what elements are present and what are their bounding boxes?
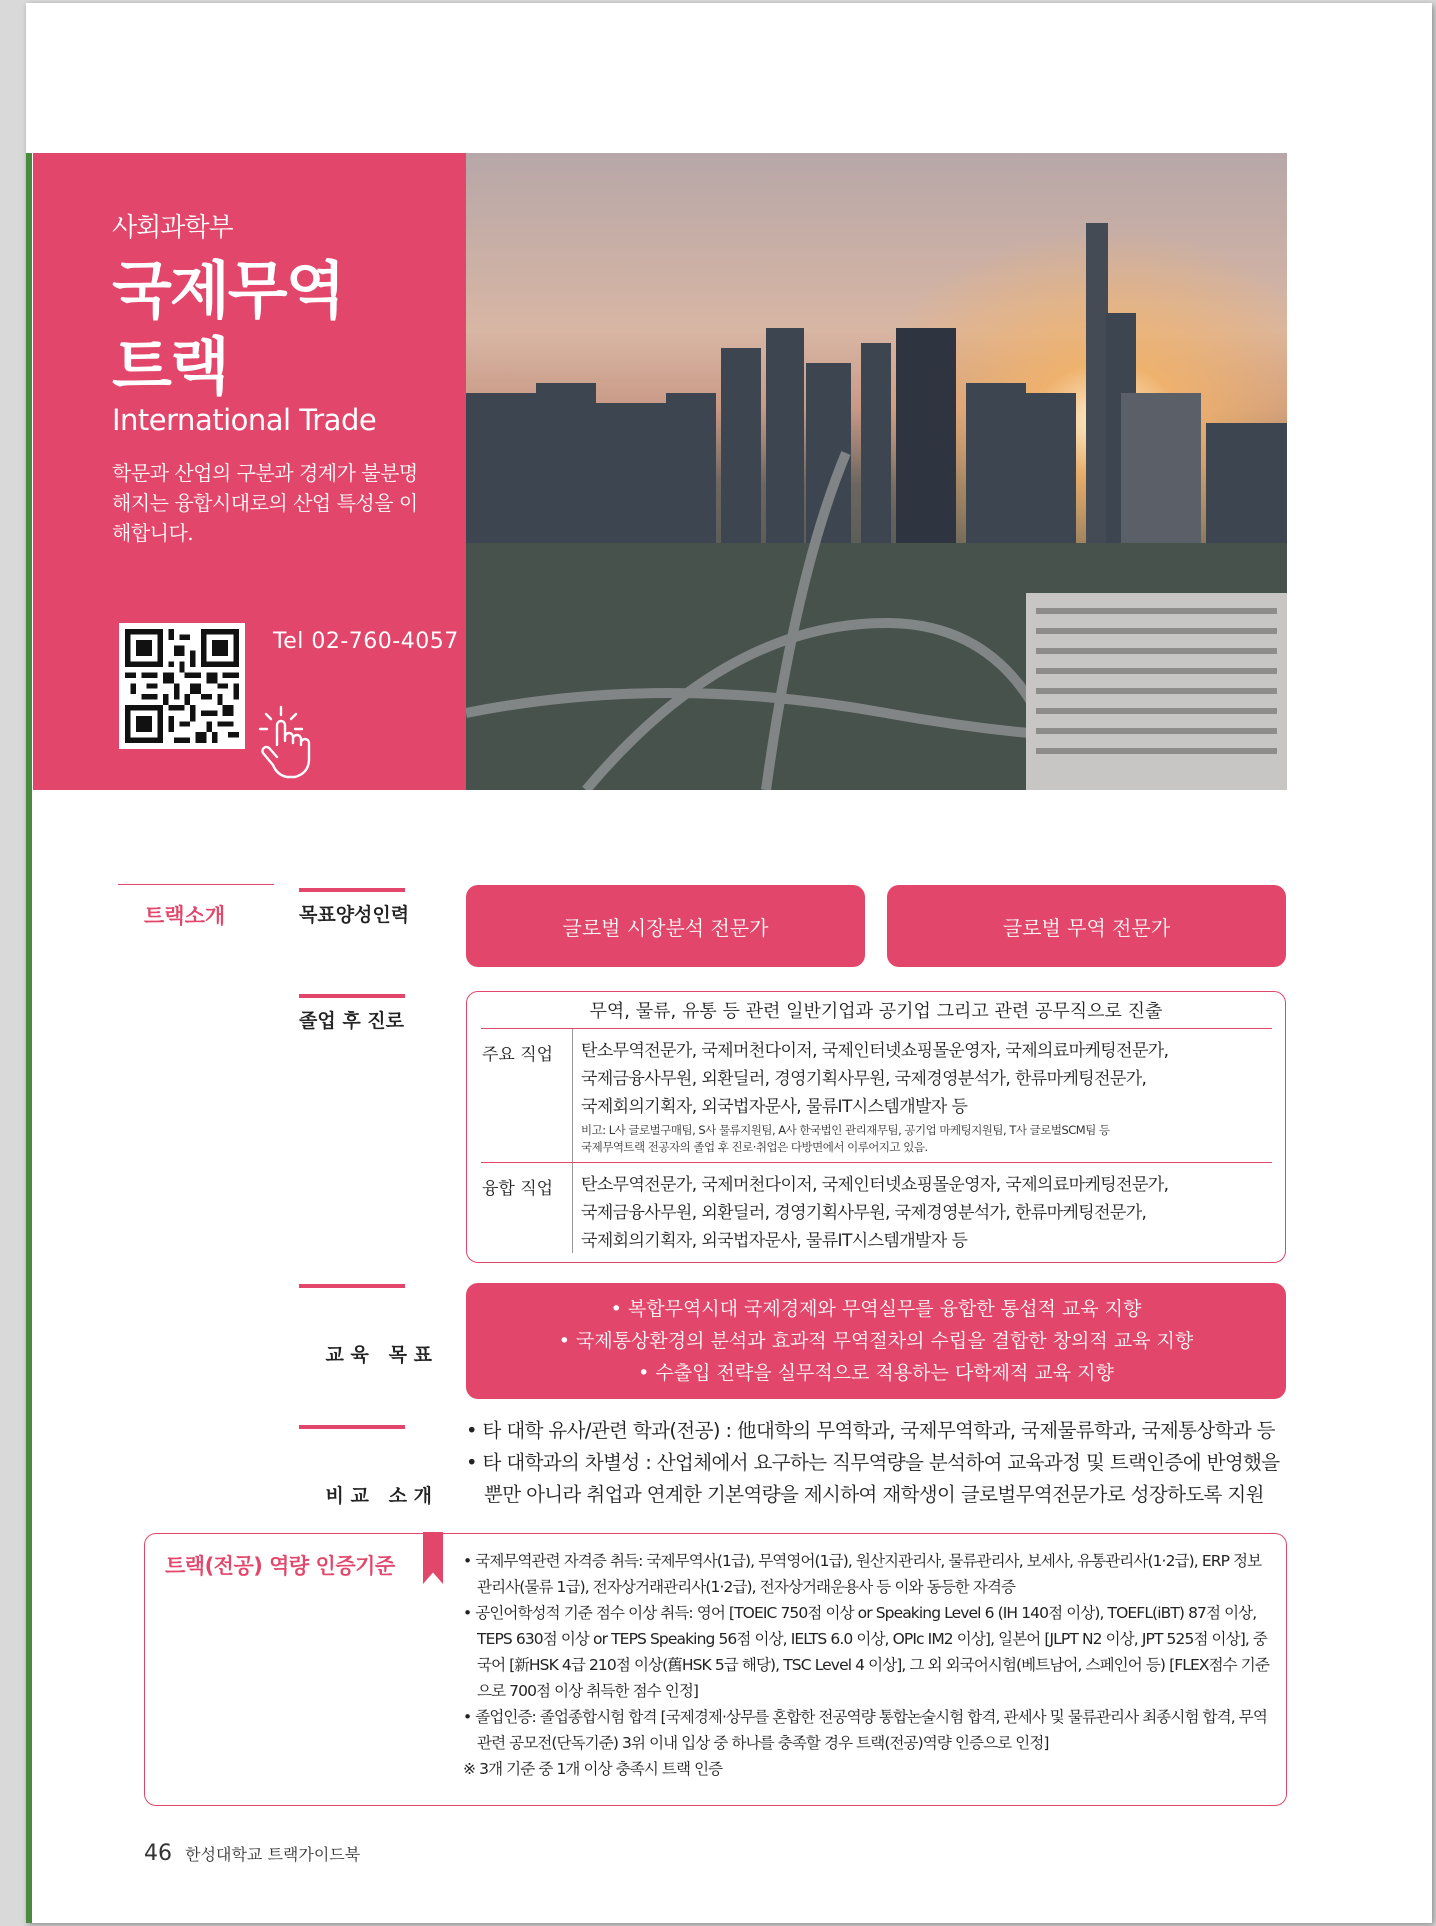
career-label-bar	[299, 994, 405, 998]
certification-item: • 국제무역관련 자격증 취득: 국제무역사(1급), 무역영어(1급), 원산지관리사, 물류관리사, 보세사, 유통관리사(1·2급), ERP 정보관리사(물류 1급), 전자상거래관리사(1·2급), 전자상거래운용사 등 이와 동등한 자격증	[463, 1552, 1262, 1596]
comparison-item: • 타 대학과의 차별성 : 산업체에서 요구하는 직무역량을 분석하여 교육과정 및 트랙인증에 반영했을 뿐만 아니라 취업과 연계한 기본역량을 제시하여 재학생이 글로벌무역전문가로 성장하도록 지원	[466, 1451, 1280, 1506]
education-goal-item: • 국제통상환경의 분석과 효과적 무역절차의 수립을 결합한 창의적 교육 지향	[558, 1330, 1194, 1352]
target-pill-market-analyst: 글로벌 시장분석 전문가	[466, 885, 865, 967]
career-box	[466, 991, 1286, 1263]
tap-hand-icon	[255, 701, 315, 781]
page-number: 46	[144, 1841, 172, 1866]
career-label: 졸업 후 진로	[299, 1006, 404, 1033]
page-spine	[26, 153, 32, 1923]
page	[26, 3, 1432, 1923]
education-goal-item: • 수출입 전략을 실무적으로 적용하는 다학제적 교육 지향	[638, 1362, 1114, 1384]
book-title: 한성대학교 트랙가이드북	[185, 1845, 361, 1864]
track-description: 학문과 산업의 구분과 경계가 불분명해지는 융합시대로의 산업 특성을 이해합니다.	[112, 461, 418, 545]
certification-item: • 공인어학성적 기준 점수 이상 취득: 영어 [TOEIC 750점 이상 or Speaking Level 6 (IH 140점 이상), TOEFL(iBT) 87점 이상, TEPS 630점 이상 or TEPS Speaking 56점 이상, IELTS 6.0 이상, OPIc IM2 이상], 일본어 [JLPT N2 이상, JPT 525점 이상], 중국어 [新HSK 4급 210점 이상(舊HSK 5급 해당), TSC Level 4 이상], 그 외 외국어시험(베트남어, 스페인어 등) [FLEX점수 기준으로 700점 이상 취득한 점수 인정]	[463, 1604, 1269, 1700]
city-skyline-photo	[466, 153, 1287, 790]
career-divider-mid	[481, 1162, 1272, 1163]
track-title-line2: 트랙	[112, 330, 228, 403]
main-jobs-note: 비고: L사 글로벌구매팀, S사 물류지원팀, A사 한국법인 관리재무팀, 공기업 마케팅지원팀, T사 글로벌SCM팀 등 국제무역트랙 전공자의 졸업 후 진로·취업은 다방면에서 이루어지고 있음.	[581, 1123, 1110, 1154]
comparison-text	[466, 1415, 1296, 1511]
comparison-label-bar	[299, 1425, 405, 1429]
track-intro-label: 트랙소개	[144, 904, 226, 928]
education-goal-box	[466, 1283, 1286, 1399]
main-jobs-label: 주요 직업	[482, 1045, 554, 1065]
hero-panel	[33, 153, 466, 790]
goal-label-bar	[299, 888, 405, 892]
certification-box	[144, 1533, 1287, 1806]
certification-item: ※ 3개 기준 중 1개 이상 충족시 트랙 인증	[463, 1760, 723, 1778]
career-column-divider-2	[572, 1163, 573, 1253]
convergence-jobs-text: 탄소무역전문가, 국제머천다이저, 국제인터넷쇼핑몰운영자, 국제의료마케팅전문가, 국제금융사무원, 외환딜러, 경영기획사무원, 국제경영분석가, 한류마케팅전문가, 국제회의기획자, 외국법자문사, 물류IT시스템개발자 등	[581, 1175, 1169, 1251]
certification-item: • 졸업인증: 졸업종합시험 합격 [국제경제·상무를 혼합한 전공역량 통합논술시험 합격, 관세사 및 물류관리사 최종시험 합격, 무역관련 공모전(단독기준) 3위 이내 입상 중 하나를 충족할 경우 트랙(전공)역량 인증으로 인정]	[463, 1708, 1267, 1752]
page-footer	[144, 1841, 360, 1866]
education-goal-label: 교 육 목 표	[299, 1296, 432, 1389]
department-label: 사회과학부	[112, 213, 233, 243]
comparison-label: 비 교 소 개	[299, 1437, 432, 1530]
career-divider-top	[481, 1028, 1272, 1029]
certification-list	[463, 1548, 1273, 1782]
career-summary: 무역, 물류, 유통 등 관련 일반기업과 공기업 그리고 관련 공무직으로 진출	[589, 1001, 1163, 1022]
track-title-line1: 국제무역	[112, 254, 344, 327]
comparison-item: • 타 대학 유사/관련 학과(전공) : 他대학의 무역학과, 국제무역학과, 국제물류학과, 국제통상학과 등	[466, 1419, 1275, 1442]
track-intro-rule	[118, 884, 274, 885]
target-pill-trade-expert: 글로벌 무역 전문가	[887, 885, 1286, 967]
track-title	[112, 253, 344, 405]
main-jobs-text: 탄소무역전문가, 국제머천다이저, 국제인터넷쇼핑몰운영자, 국제의료마케팅전문가, 국제금융사무원, 외환딜러, 경영기획사무원, 국제경영분석가, 한류마케팅전문가, 국제회의기획자, 외국법자문사, 물류IT시스템개발자 등	[581, 1041, 1169, 1117]
phone-number: Tel 02-760-4057	[273, 629, 459, 654]
certification-label: 트랙(전공) 역량 인증기준	[165, 1554, 395, 1578]
convergence-jobs-label: 융합 직업	[482, 1179, 554, 1199]
goal-label: 목표양성인력	[299, 900, 409, 927]
education-goal-label-bar	[299, 1284, 405, 1288]
track-title-en: International Trade	[112, 403, 377, 437]
education-goal-item: • 복합무역시대 국제경제와 무역실무를 융합한 통섭적 교육 지향	[610, 1298, 1142, 1320]
qr-code[interactable]	[119, 623, 245, 749]
bookmark-ribbon-icon	[423, 1532, 443, 1584]
